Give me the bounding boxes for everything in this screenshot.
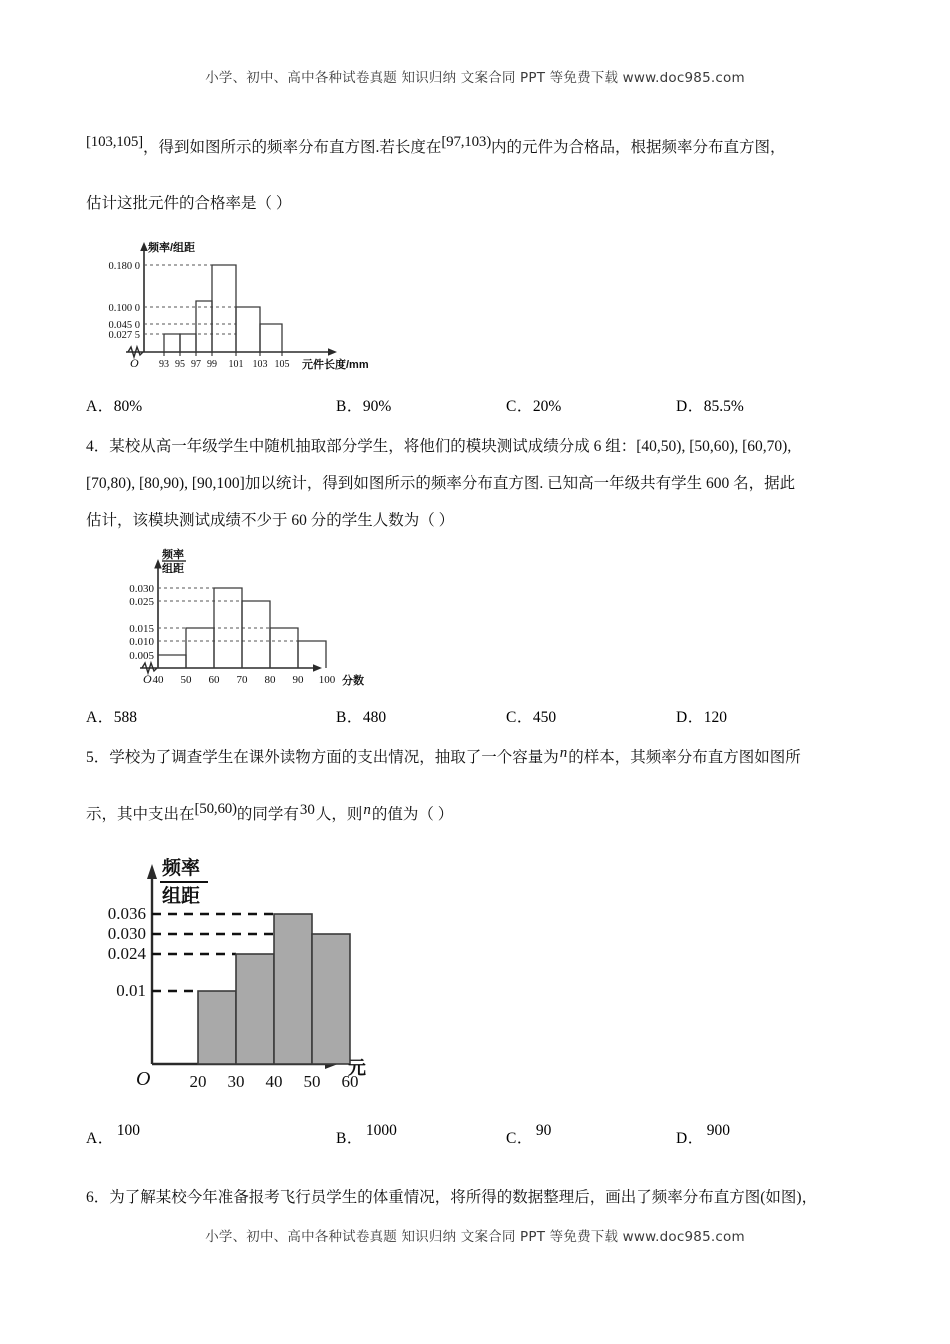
option-b[interactable]: B． 1000 <box>336 1122 397 1147</box>
question-5-line-1 <box>86 745 876 768</box>
xtick-1: 95 <box>175 359 185 370</box>
interval-103-105: [103,105] <box>86 134 143 150</box>
number-30: 30 <box>299 802 315 818</box>
option-a[interactable]: A．588 <box>86 709 137 726</box>
bar-40-50 <box>158 655 186 668</box>
bar-97-99 <box>196 301 212 352</box>
xtick-0: 20 <box>189 1072 207 1091</box>
xtick-2: 40 <box>265 1072 283 1091</box>
y-axis-label-numerator: 频率 <box>162 549 184 561</box>
y-axis-label-numerator: 频率 <box>162 858 201 879</box>
figure-histogram-test-scores <box>96 546 396 694</box>
question-3-options <box>86 394 876 418</box>
xtick-3: 99 <box>207 359 217 370</box>
interval-97-103: [97,103) <box>441 134 491 150</box>
ytick-0: 0.180 0 <box>108 261 140 272</box>
origin-label: O <box>130 356 139 370</box>
xtick-4: 60 <box>341 1072 359 1091</box>
ytick-1: 0.030 <box>107 924 146 943</box>
question-4-line-2: [70,80), [80,90), [90,100]加以统计，得到如图所示的频率分布直方图. 已知高一年级共有学生 600 名，据此 <box>86 475 796 492</box>
option-c[interactable]: C．20% <box>506 398 562 415</box>
watermark-footer: 小学、初中、高中各种试卷真题 知识归纳 文案合同 PPT 等免费下载 www.doc985.com <box>205 1229 745 1245</box>
xtick-5: 90 <box>292 674 304 686</box>
figure-histogram-component-length <box>86 236 416 376</box>
ytick-3: 0.027 5 <box>108 330 140 341</box>
ytick-4: 0.005 <box>129 650 154 662</box>
question-5-line-1-pre: 5．学校为了调查学生在课外读物方面的支出情况，抽取了一个容量为 <box>86 749 559 766</box>
option-d[interactable]: D． 900 <box>676 1122 730 1147</box>
option-d[interactable]: D．85.5% <box>676 398 744 415</box>
xtick-3: 70 <box>236 674 248 686</box>
y-axis-label: 频率/组距 <box>148 242 196 254</box>
origin-label: O <box>143 672 152 686</box>
question-4-options <box>86 705 876 729</box>
bar-70-80 <box>242 601 270 668</box>
bar-103-105 <box>260 324 282 352</box>
y-axis-arrow <box>147 864 157 879</box>
question-5-line-2-pre: 示，其中支出在 <box>86 806 195 823</box>
bar-99-101 <box>212 265 236 352</box>
x-axis-label: 元 <box>348 1058 366 1078</box>
xtick-6: 105 <box>274 359 290 370</box>
xtick-2: 60 <box>208 674 220 686</box>
bar-20-30 <box>198 991 236 1064</box>
option-c[interactable]: C．450 <box>506 709 557 726</box>
ytick-3: 0.010 <box>129 636 154 648</box>
x-axis-arrow <box>328 348 337 356</box>
option-a[interactable]: A． 100 <box>86 1122 140 1147</box>
question-5-line-1-post: 的样本，其频率分布直方图如图所 <box>568 749 801 766</box>
option-b[interactable]: B．90% <box>336 398 392 415</box>
question-3-line-2: 估计这批元件的合格率是（ ） <box>86 195 292 212</box>
xtick-4: 80 <box>264 674 276 686</box>
ytick-1: 0.100 0 <box>108 303 140 314</box>
origin-label: O <box>136 1068 151 1090</box>
y-axis-label-denominator: 组距 <box>162 886 201 907</box>
option-b[interactable]: B．480 <box>336 709 387 726</box>
xtick-1: 30 <box>227 1072 245 1091</box>
question-5-line-2 <box>86 801 876 825</box>
xtick-4: 101 <box>228 359 244 370</box>
bar-40-50 <box>274 914 312 1064</box>
watermark-header: 小学、初中、高中各种试卷真题 知识归纳 文案合同 PPT 等免费下载 www.doc985.com <box>205 70 745 86</box>
ytick-2: 0.045 0 <box>108 320 140 331</box>
bar-95-97 <box>180 334 196 352</box>
figure-histogram-reading-expense <box>86 856 426 1111</box>
option-a[interactable]: A．80% <box>86 398 143 415</box>
bar-93-95 <box>164 334 180 352</box>
ytick-1: 0.025 <box>129 596 154 608</box>
ytick-3: 0.01 <box>116 981 146 1000</box>
bar-50-60 <box>186 628 214 668</box>
y-axis-arrow <box>140 242 148 251</box>
question-6-line-1: 6．为了解某校今年准备报考飞行员学生的体重情况，将所得的数据整理后，画出了频率分布直方图(如图)， <box>86 1189 818 1206</box>
bar-101-103 <box>236 307 260 352</box>
question-3-line-1-post: 内的元件为合格品，根据频率分布直方图， <box>490 139 786 156</box>
option-c[interactable]: C． 90 <box>506 1122 552 1147</box>
xtick-3: 50 <box>303 1072 321 1091</box>
ytick-0: 0.036 <box>107 904 146 923</box>
xtick-5: 103 <box>252 359 268 370</box>
question-4-line-1: 4．某校从高一年级学生中随机抽取部分学生，将他们的模块测试成绩分成 6 组：[40,50), [50,60), [60,70), <box>86 438 792 455</box>
y-axis-label-denominator: 组距 <box>162 563 184 575</box>
bar-30-40 <box>236 954 274 1064</box>
x-axis-label: 元件长度/mm <box>302 359 369 371</box>
question-4-line-3: 估计，该模块测试成绩不少于 60 分的学生人数为（ ） <box>86 512 455 529</box>
ytick-0: 0.030 <box>129 583 154 595</box>
variable-n: n <box>559 745 568 761</box>
question-5-options <box>86 1122 876 1150</box>
question-3-line-1-mid: ，得到如图所示的频率分布直方图.若长度在 <box>142 139 442 156</box>
xtick-6: 100 <box>318 674 336 686</box>
question-5-line-2-mid: 的同学有 <box>236 806 299 823</box>
variable-n-2: n <box>363 802 371 818</box>
ytick-2: 0.024 <box>107 944 146 963</box>
ytick-2: 0.015 <box>129 623 154 635</box>
question-3-line-1 <box>86 134 876 158</box>
xtick-0: 40 <box>152 674 164 686</box>
xtick-1: 50 <box>180 674 192 686</box>
y-axis-arrow <box>154 559 162 569</box>
bar-80-90 <box>270 628 298 668</box>
bar-50-60 <box>312 934 350 1064</box>
question-5-line-2-post: 的值为（ ） <box>371 806 454 823</box>
interval-50-60: [50,60) <box>194 801 237 817</box>
bar-90-100 <box>298 641 326 668</box>
option-d[interactable]: D．120 <box>676 709 727 726</box>
xtick-0: 93 <box>159 359 169 370</box>
question-5-line-2-mid2: 人，则 <box>315 806 363 823</box>
x-axis-label: 分数 <box>342 675 364 687</box>
xtick-2: 97 <box>191 359 201 370</box>
x-axis-arrow <box>313 664 322 672</box>
